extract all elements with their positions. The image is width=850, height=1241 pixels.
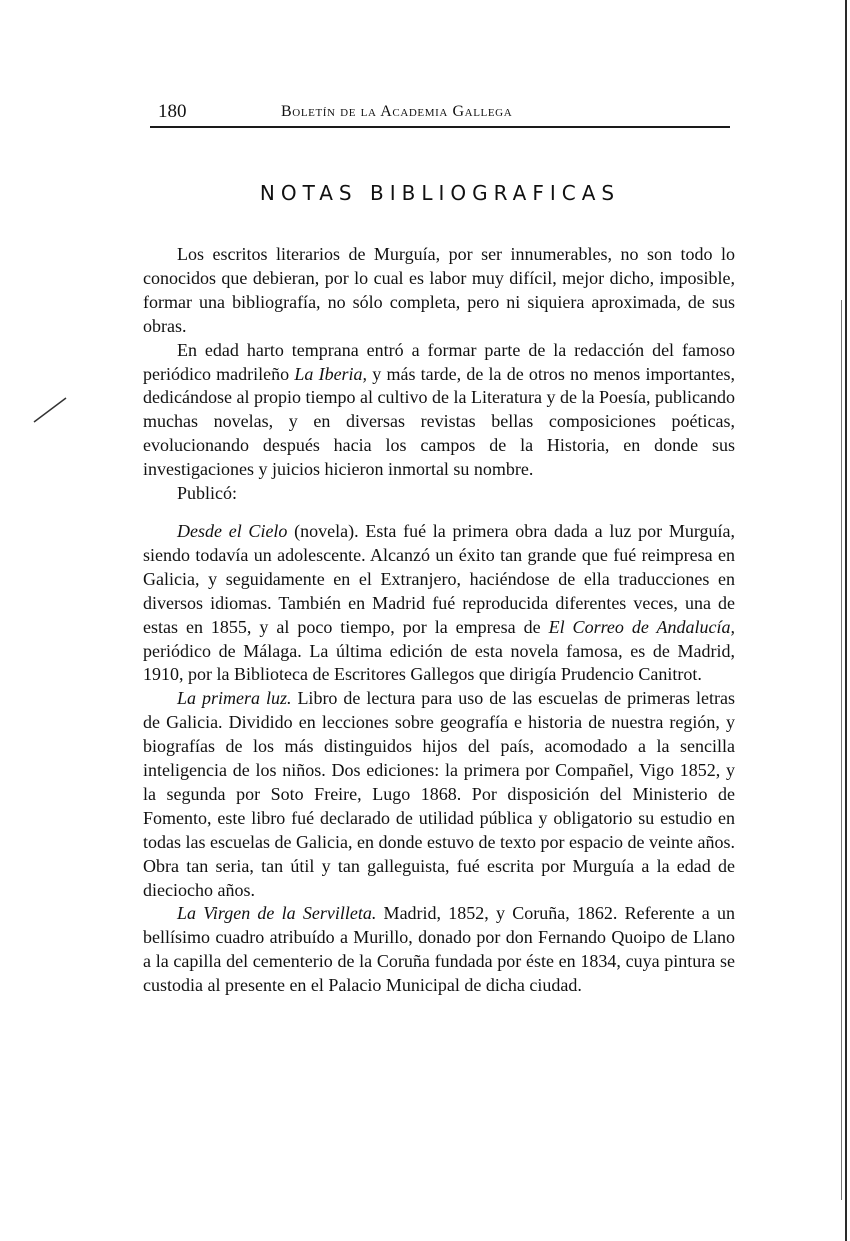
work-title: La primera luz. (177, 688, 292, 709)
section-title: NOTAS BIBLIOGRAFICAS (259, 181, 621, 205)
work-description: (novela). Esta fué la primera obra dada a luz por Murguía, siendo todavía un adolescente. Alcanzó un éxito tan grande que fué reimpresa en Galicia, y seguidamente en el Extranjero, haciéndose de ella traducciones en diversos idiomas. También en Madrid fué reproducida diferentes veces, una de estas en 1855, y al poco tiempo, por la empresa de (143, 520, 735, 637)
running-header (150, 100, 730, 128)
scan-edge-line (845, 0, 847, 1241)
running-title: Boletín de la Academia Gallega (281, 103, 513, 120)
work-inline-title: El Correo de Andalucía, (548, 616, 735, 637)
work-title: Desde el Cielo (177, 520, 288, 541)
pencil-mark-icon (32, 388, 72, 428)
scan-edge-line (841, 300, 842, 1200)
work-entry (143, 687, 735, 902)
work-description: periódico de Málaga. La última edición de esta novela famosa, es de Madrid, 1910, por la Biblioteca de Escritores Gallegos que dirigía Prudencio Canitrot. (143, 640, 735, 685)
text-run: y más tarde, de la de otros no menos importantes, dedicándose al propio tiempo al cultivo de la Literatura y de la Poesía, publicando muchas novelas, y en diversas revistas bellas composiciones poéticas, evolucionando después hacia los campos de la Historia, en donde sus investigaciones y juicios hicieron inmortal su nombre. (143, 363, 735, 480)
text-run: En edad harto temprana entró a formar parte de la redacción del famoso periódico madrileño (143, 339, 735, 384)
work-title: La Iberia, (294, 363, 368, 384)
work-description: Madrid, 1852, y Coruña, 1862. Referente a un bellísimo cuadro atribuído a Murillo, donado por don Fernando Quoipo de Llano a la capilla del cementerio de la Coruña fundada por éste en 1834, cuya pintura se custodia al presente en el Palacio Municipal de dicha ciudad. (143, 903, 736, 996)
work-entry (143, 902, 735, 998)
body-text (143, 243, 735, 998)
work-title: La Virgen de la Servilleta. (177, 903, 377, 924)
page-number: 180 (158, 101, 187, 122)
intro-paragraph: Los escritos literarios de Murguía, por ser innumerables, no son todo lo conocidos que debieran, por lo cual es labor muy difícil, mejor dicho, imposible, formar una bibliografía, no sólo completa, pero ni siquiera aproximada, de sus obras. (143, 244, 735, 336)
work-entry (143, 520, 735, 687)
work-description: Libro de lectura para uso de las escuelas de primeras letras de Galicia. Dividido en lecciones sobre geografía e historia de nuestra región, y biografías de los más distinguidos hijos del país, acomodado a la sencilla inteligencia de los niños. Dos ediciones: la primera por Compañel, Vigo 1852, y la segunda por Soto Freire, Lugo 1868. Por disposición del Ministerio de Fomento, este libro fué declarado de utilidad pública y obligatorio su estudio en todas las escuelas de Galicia, en donde estuvo de texto por espacio de veinte años. Obra tan seria, tan útil y tan galleguista, fué escrita por Murguía a la edad de dieciocho años. (143, 688, 735, 900)
intro-paragraph-2 (143, 339, 735, 482)
published-label: Publicó: (177, 483, 238, 504)
